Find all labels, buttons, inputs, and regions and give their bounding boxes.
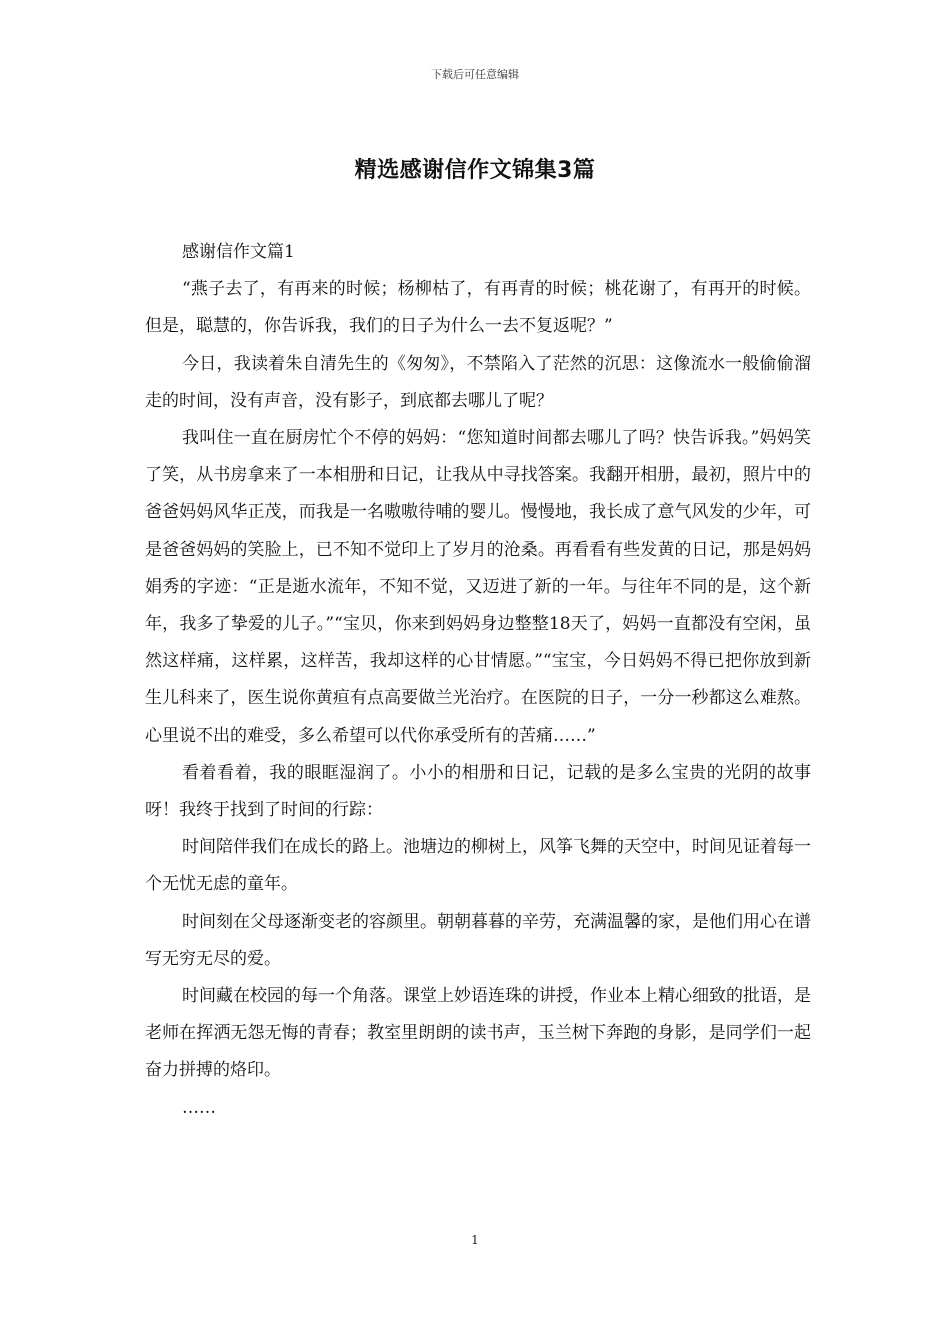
page-header: 下载后可任意编辑 bbox=[431, 68, 519, 81]
body-paragraph: 我叫住一直在厨房忙个不停的妈妈：“您知道时间都去哪儿了吗？快告诉我。”妈妈笑了笑，从书房拿来了一本相册和日记，让我从中寻找答案。我翻开相册，最初，照片中的爸爸妈妈风华正茂，而我是一名嗷嗷待哺的婴儿。慢慢地，我长成了意气风发的少年，可是爸爸妈妈的笑脸上，已不知不觉印上了岁月的沧桑。再看看有些发黄的日记，那是妈妈娟秀的字迹：“正是逝水流年，不知不觉，又迈进了新的一年。与往年不同的是，这个新年，我多了挚爱的儿子。”“宝贝，你来到妈妈身边整整18天了，妈妈一直都没有空闲，虽然这样痛，这样累，这样苦，我却这样的心甘情愿。”“宝宝，今日妈妈不得已把你放到新生儿科来了，医生说你黄疸有点高要做兰光治疗。在医院的日子，一分一秒都这么难熬。心里说不出的难受，多么希望可以代你承受所有的苦痛……” bbox=[145, 428, 811, 746]
body-paragraph: “燕子去了，有再来的时候；杨柳枯了，有再青的时候；桃花谢了，有再开的时候。但是，聪慧的，你告诉我，我们的日子为什么一去不复返呢？” bbox=[145, 279, 811, 337]
body-paragraph: 看着看着，我的眼眶湿润了。小小的相册和日记，记载的是多么宝贵的光阴的故事呀！我终于找到了时间的行踪： bbox=[145, 762, 811, 821]
section-heading: 感谢信作文篇1 bbox=[182, 242, 295, 262]
ellipsis-paragraph: …… bbox=[182, 1097, 216, 1118]
body-paragraph: 时间刻在父母逐渐变老的容颜里。朝朝暮暮的辛劳，充满温馨的家，是他们用心在谱写无穷无尽的爱。 bbox=[145, 911, 811, 969]
document-body bbox=[145, 234, 811, 1127]
body-paragraph: 时间藏在校园的每一个角落。课堂上妙语连珠的讲授，作业本上精心细致的批语，是老师在挥洒无怨无悔的青春；教室里朗朗的读书声，玉兰树下奔跑的身影，是同学们一起奋力拼搏的烙印。 bbox=[145, 986, 811, 1081]
document-title: 精选感谢信作文锦集3篇 bbox=[354, 158, 596, 183]
body-paragraph: 今日，我读着朱自清先生的《匆匆》，不禁陷入了茫然的沉思：这像流水一般偷偷溜走的时间，没有声音，没有影子，到底都去哪儿了呢？ bbox=[145, 353, 811, 411]
body-paragraph: 时间陪伴我们在成长的路上。池塘边的柳树上，风筝飞舞的天空中，时间见证着每一个无忧无虑的童年。 bbox=[145, 837, 811, 895]
page-number: 1 bbox=[471, 1233, 479, 1247]
